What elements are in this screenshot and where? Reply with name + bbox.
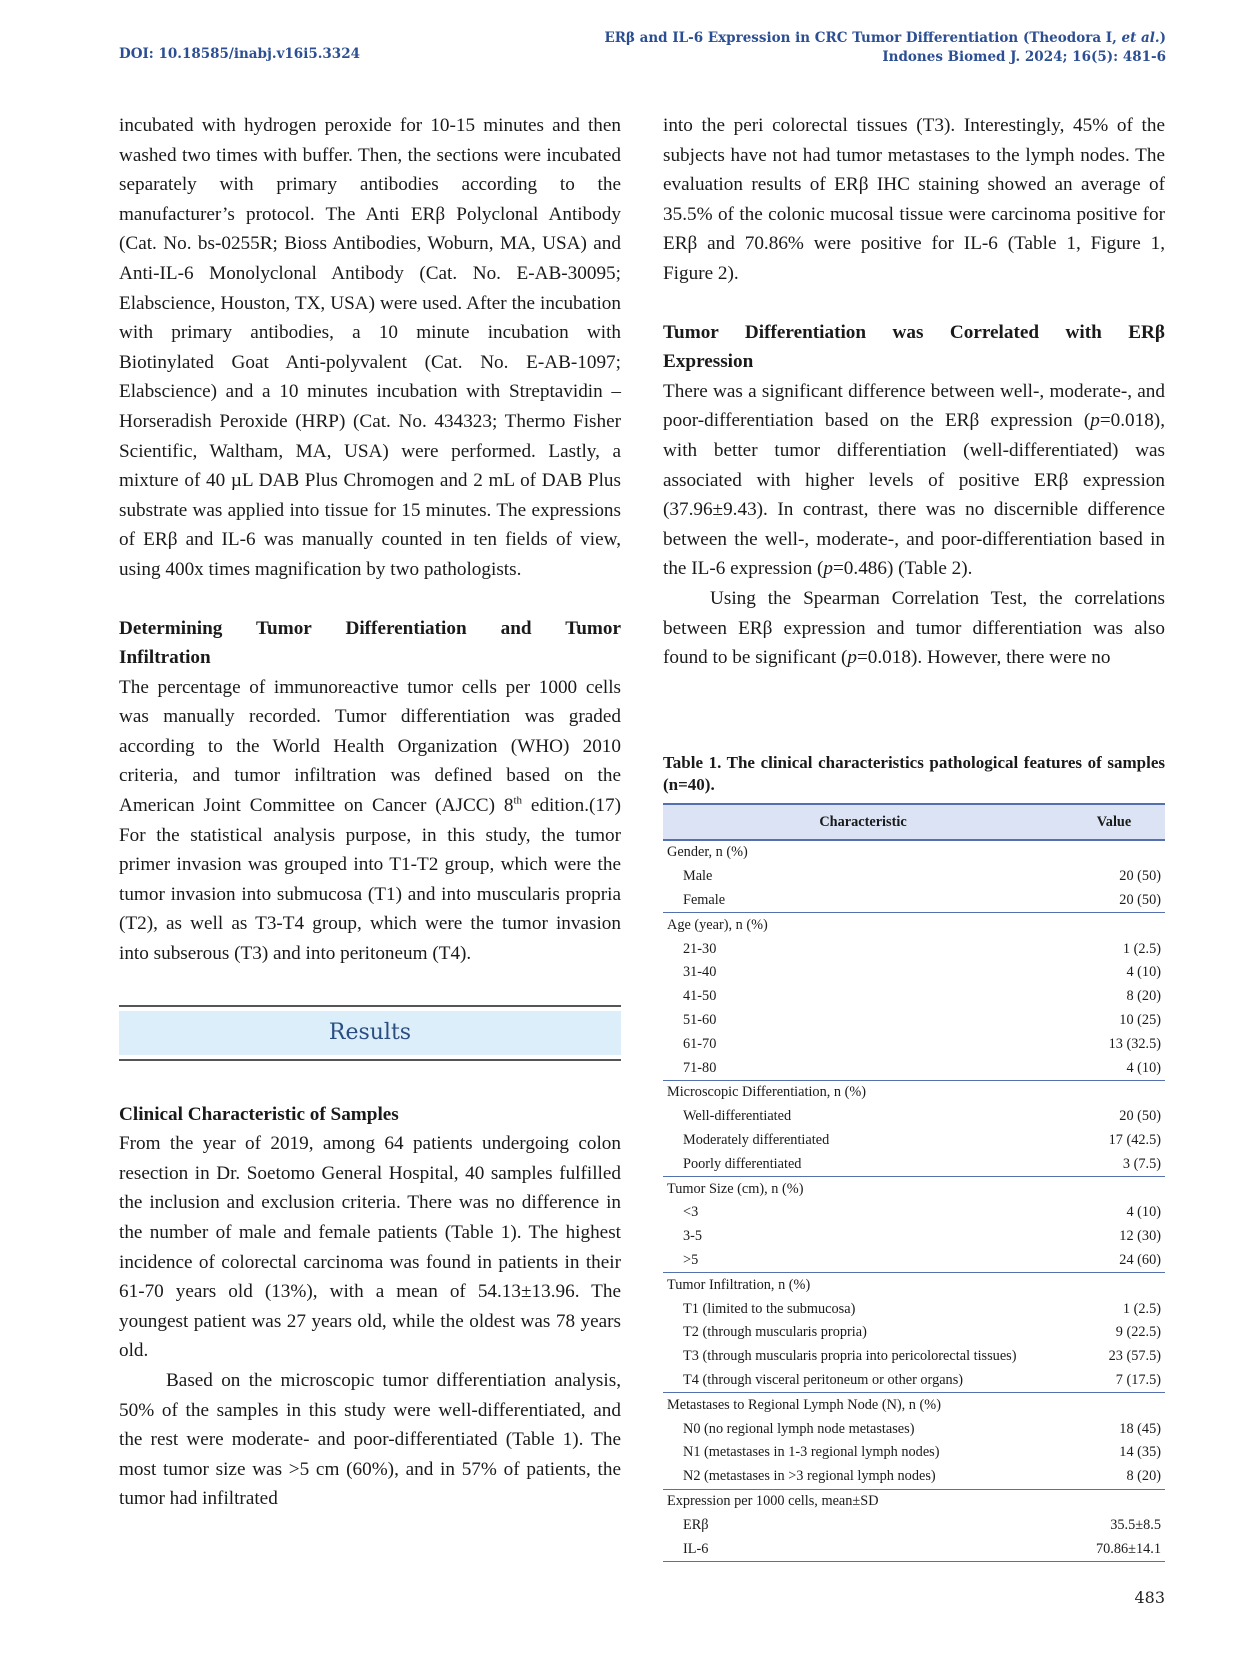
row-label: N0 (no regional lymph node metastases) — [683, 1420, 915, 1437]
italic-p: p — [823, 558, 833, 580]
paragraph-clinical: From the year of 2019, among 64 patients undergoing colon resection in Dr. Soetomo General Hospital, 40 samples fulfilled the inclusion and exclusion criteria. There was no difference in the number of male and female patients (Table 1). The highest incidence of colorectal carcinoma was found in patients in their 61-70 years old (13%), with a mean of 54.13±13.96. The youngest patient was 27 years old, while the oldest was 78 years old. — [119, 1133, 621, 1362]
text-run: Using the Spearman Correlation Test, the correlations between ERβ expression and tumor differentiation was also found to be significant ( — [663, 587, 1165, 669]
table-row — [663, 1417, 1165, 1441]
row-value: 20 (50) — [1063, 889, 1165, 913]
journal-citation: Indones Biomed J. 2024; 16(5): 481-6 — [882, 49, 1166, 65]
table-row — [663, 1105, 1165, 1129]
row-label: 31-40 — [683, 964, 717, 981]
text-run: =0.018), with better tumor differentiation (well-differentiated) was associated with higher levels of positive ERβ expression (37.96±9.43). In contrast, there was no discernible difference between the well-, moderate-, and poor-differentiation based in the IL-6 expression ( — [663, 410, 1165, 580]
group-title: Tumor Size (cm), n (%) — [667, 1180, 804, 1197]
row-value: 23 (57.5) — [1108, 1348, 1161, 1365]
table-header-row — [663, 804, 1165, 840]
row-label: 3-5 — [683, 1228, 703, 1245]
table-row — [663, 961, 1165, 985]
table-row — [663, 1537, 1165, 1561]
results-title: Results — [119, 1011, 621, 1055]
column-header-value: Value — [1063, 804, 1165, 840]
row-value: 24 (60) — [1063, 1249, 1165, 1273]
row-label: Moderately differentiated — [683, 1131, 830, 1148]
row-value: 8 (20) — [1063, 1465, 1165, 1489]
table-row — [663, 1345, 1165, 1369]
group-title: Expression per 1000 cells, mean±SD — [667, 1492, 879, 1509]
row-value: 18 (45) — [1119, 1420, 1161, 1437]
row-value: 70.86±14.1 — [1063, 1537, 1165, 1561]
doi: DOI: 10.18585/inabj.v16i5.3324 — [119, 46, 360, 62]
table-group-row — [663, 840, 1165, 865]
table-row — [663, 1056, 1165, 1080]
running-header — [604, 29, 1166, 67]
row-label: T2 (through muscularis propria) — [683, 1324, 867, 1341]
heading-line: Expression — [663, 351, 754, 373]
paragraph-tumor-differentiation — [119, 673, 621, 969]
table-group-row — [663, 1393, 1165, 1417]
table-row — [663, 1129, 1165, 1153]
row-label: T4 (through visceral peritoneum or other organs) — [663, 1369, 1063, 1393]
table-row — [663, 1032, 1165, 1056]
italic-p: p — [1090, 410, 1100, 432]
page-number: 483 — [1134, 1588, 1165, 1607]
row-value: 4 (10) — [1063, 1056, 1165, 1080]
group-title: Microscopic Differentiation, n (%) — [667, 1084, 867, 1101]
text-run: edition.(17) For the statistical analysis purpose, in this study, the tumor primer invasion was grouped into T1-T2 group, which were the tumor invasion into submucosa (T1) and into muscularis propria (T2), as well as T3-T4 group, which were the tumor invasion into subserous (T3) and into peritoneum (T4). — [119, 795, 621, 965]
table-row — [663, 1297, 1165, 1321]
section-heading-determining — [119, 614, 621, 673]
section-heading-clinical: Clinical Characteristic of Samples — [119, 1103, 399, 1125]
row-value: 35.5±8.5 — [1110, 1516, 1161, 1533]
row-value: 4 (10) — [1126, 964, 1161, 981]
table-row — [663, 1465, 1165, 1489]
row-label: N1 (metastases in 1-3 regional lymph nodes) — [683, 1444, 940, 1461]
table-body — [663, 840, 1165, 1561]
row-label: N2 (metastases in >3 regional lymph nodes) — [663, 1465, 1063, 1489]
right-column — [663, 111, 1165, 673]
row-label: ERβ — [683, 1516, 709, 1533]
table-caption: Table 1. The clinical characteristics pathological features of samples (n=40). — [663, 753, 1165, 794]
table-group-row — [663, 1177, 1165, 1201]
italic-p: p — [847, 647, 857, 669]
paragraph-significance — [663, 377, 1165, 584]
table-row — [663, 1225, 1165, 1249]
table-row — [663, 889, 1165, 913]
row-label: 61-70 — [683, 1035, 717, 1052]
table-row — [663, 1321, 1165, 1345]
table-group-row — [663, 1273, 1165, 1297]
row-value: 7 (17.5) — [1063, 1369, 1165, 1393]
table-row — [663, 1249, 1165, 1273]
row-value: 1 (2.5) — [1122, 1300, 1161, 1317]
table-group-row — [663, 913, 1165, 937]
row-label: Female — [663, 889, 1063, 913]
table-row — [663, 1513, 1165, 1537]
table-row — [663, 937, 1165, 961]
table-row — [663, 1201, 1165, 1225]
row-value: 20 (50) — [1119, 1108, 1161, 1125]
heading-line: Tumor Differentiation was Correlated with ERβ — [663, 321, 1165, 343]
running-title: ERβ and IL-6 Expression in CRC Tumor Differentiation (Theodora I, et al.) — [604, 30, 1166, 46]
group-title: Metastases to Regional Lymph Node (N), n (%) — [667, 1396, 941, 1413]
table-row — [663, 1369, 1165, 1393]
row-value: 10 (25) — [1119, 1011, 1161, 1028]
text-run: =0.486) (Table 2). — [832, 558, 973, 580]
heading-line: Determining Tumor Differentiation and Tumor — [119, 617, 621, 639]
row-value: 4 (10) — [1126, 1204, 1161, 1221]
row-label: Male — [683, 868, 713, 885]
table-row — [663, 1441, 1165, 1465]
row-label: Well-differentiated — [683, 1108, 792, 1125]
paragraph-microscopic: Based on the microscopic tumor differentiation analysis, 50% of the samples in this study were well-differentiated, and the rest were moderate- and poor-differentiated (Table 1). The most tumor size was >5 cm (60%), and in 57% of patients, the tumor had infiltrated — [119, 1369, 621, 1510]
clinical-characteristics-table — [663, 803, 1165, 1562]
row-value: 8 (20) — [1126, 988, 1161, 1005]
section-heading-tumor-diff — [663, 318, 1165, 377]
row-value: 3 (7.5) — [1063, 1152, 1165, 1176]
table-group-row — [663, 1489, 1165, 1513]
table-group-row — [663, 1080, 1165, 1104]
results-section-banner — [119, 1005, 621, 1061]
group-title: Tumor Infiltration, n (%) — [667, 1276, 811, 1293]
table-row — [663, 985, 1165, 1009]
row-label: T3 (through muscularis propria into pericolorectal tissues) — [683, 1348, 1017, 1365]
row-value: 20 (50) — [1119, 868, 1161, 885]
row-label: 41-50 — [683, 988, 717, 1005]
row-value: 9 (22.5) — [1115, 1324, 1161, 1341]
paragraph-spearman — [663, 584, 1165, 673]
table-row — [663, 865, 1165, 889]
left-column — [119, 111, 621, 1514]
row-label: T1 (limited to the submucosa) — [683, 1300, 856, 1317]
column-header-characteristic: Characteristic — [663, 804, 1063, 840]
paragraph-infiltration: into the peri colorectal tissues (T3). Interestingly, 45% of the subjects have not had tumor metastases to the lymph nodes. The evaluation results of ERβ IHC staining showed an average of 35.5% of the colonic mucosal tissue were carcinoma positive for ERβ and 70.86% were positive for IL-6 (Table 1, Figure 1, Figure 2). — [663, 115, 1165, 284]
text-run: =0.018). However, there were no — [856, 647, 1111, 669]
text-run: There was a significant difference between well-, moderate-, and poor-differentiation based on the ERβ expression ( — [663, 380, 1165, 432]
group-title: Age (year), n (%) — [667, 916, 768, 933]
row-label: 51-60 — [683, 1011, 717, 1028]
row-label: Poorly differentiated — [663, 1152, 1063, 1176]
row-value: 17 (42.5) — [1108, 1131, 1161, 1148]
row-label: 21-30 — [683, 940, 717, 957]
group-title: Gender, n (%) — [667, 844, 748, 861]
superscript: th — [513, 794, 523, 807]
table-row — [663, 1009, 1165, 1033]
heading-line: Infiltration — [119, 647, 211, 669]
paragraph-ihc-method: incubated with hydrogen peroxide for 10-15 minutes and then washed two times with buffer. Then, the sections were incubated separately with primary antibodies according to the manufacturer’s protocol. The Anti ERβ Polyclonal Antibody (Cat. No. bs-0255R; Bioss Antibodies, Woburn, MA, USA) and Anti-IL-6 Monolyclonal Antibody (Cat. No. E-AB-30095; Elabscience, Houston, TX, USA) were used. After the incubation with primary antibodies, a 10 minute incubation with Biotinylated Goat Anti-polyvalent (Cat. No. E-AB-1097; Elabscience) and a 10 minutes incubation with Streptavidin – Horseradish Peroxide (HRP) (Cat. No. 434323; Thermo Fisher Scientific, Waltham, MA, USA) were performed. Lastly, a mixture of 40 µL DAB Plus Chromogen and 2 mL of DAB Plus substrate was applied into tissue for 15 minutes. The expressions of ERβ and IL-6 was manually counted in ten fields of view, using 400x times magnification by two pathologists. — [119, 115, 621, 580]
text-run: The percentage of immunoreactive tumor cells per 1000 cells was manually recorded. Tumor differentiation was graded according to the World Health Organization (WHO) 2010 criteria, and tumor infiltration was defined based on the American Joint Committee on Cancer (AJCC) 8 — [119, 676, 621, 817]
row-label: >5 — [663, 1249, 1063, 1273]
row-value: 14 (35) — [1119, 1444, 1161, 1461]
row-value: 1 (2.5) — [1122, 940, 1161, 957]
row-label: IL-6 — [663, 1537, 1063, 1561]
row-label: 71-80 — [663, 1056, 1063, 1080]
table-row — [663, 1152, 1165, 1176]
row-label: <3 — [683, 1204, 699, 1221]
row-value: 12 (30) — [1119, 1228, 1161, 1245]
row-value: 13 (32.5) — [1108, 1035, 1161, 1052]
